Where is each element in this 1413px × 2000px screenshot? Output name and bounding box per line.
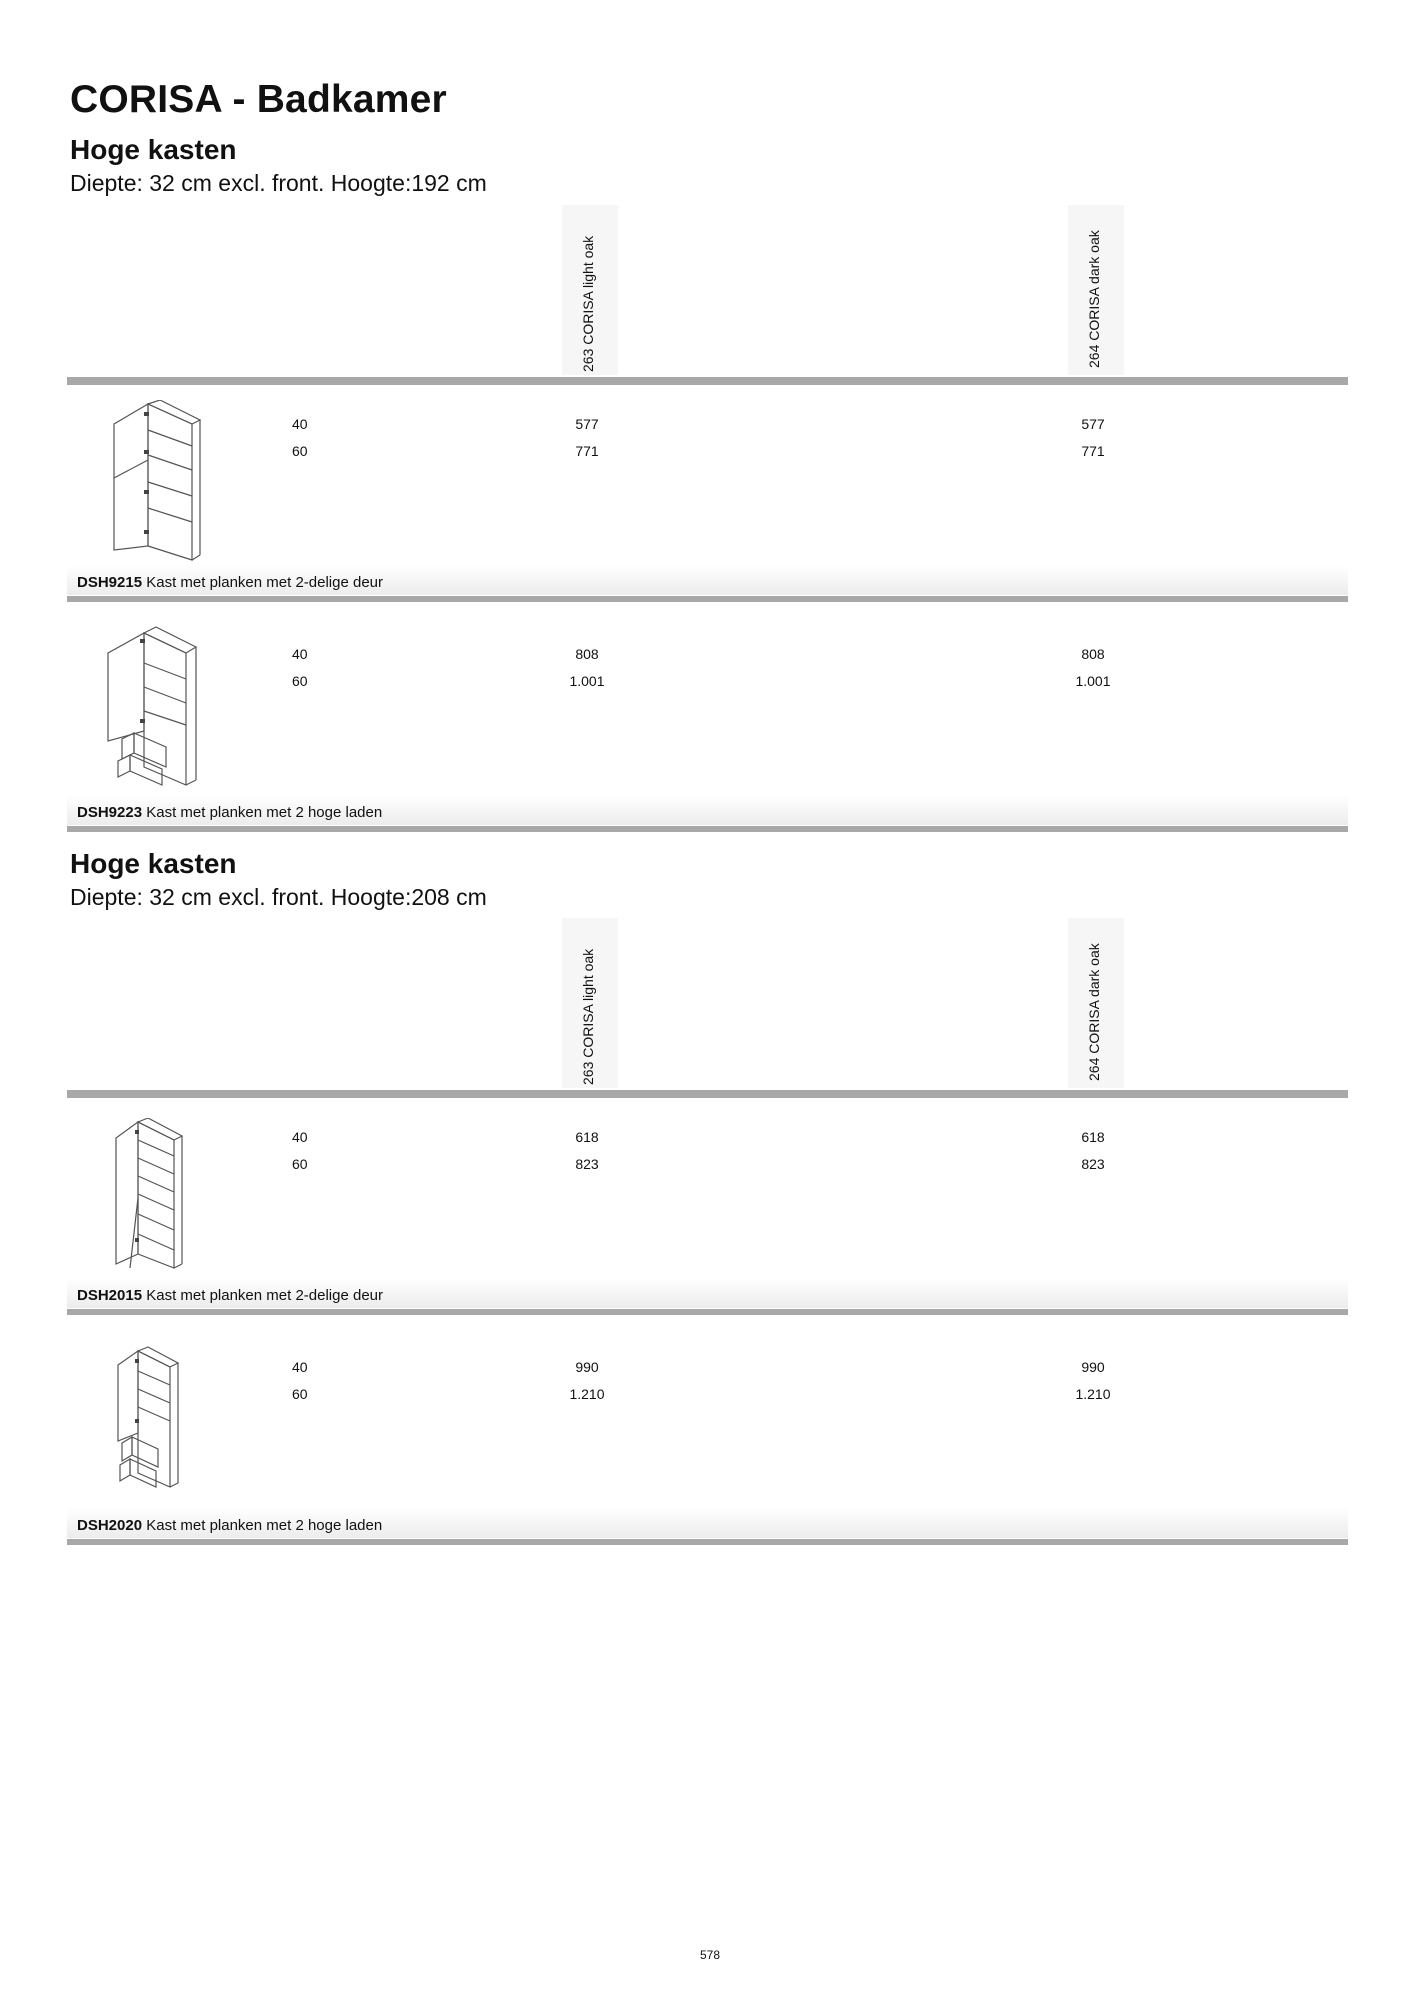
price-light-oak: 1.001 <box>569 673 605 689</box>
price-dark-oak: 618 <box>1081 1129 1105 1145</box>
price-dark-oak: 823 <box>1081 1156 1105 1172</box>
price-dark-oak: 1.210 <box>1075 1386 1111 1402</box>
width-value: 40 <box>292 1129 308 1145</box>
price-dark-oak: 808 <box>1081 646 1105 662</box>
page-title: CORISA - Badkamer <box>70 78 447 121</box>
width-value: 60 <box>292 1386 308 1402</box>
product-code: DSH2020 <box>77 1517 143 1534</box>
width-value: 60 <box>292 1156 308 1172</box>
width-value: 60 <box>292 673 308 689</box>
product-code: DSH2015 <box>77 1287 143 1304</box>
column-header-dark-oak: 264 CORISA dark oak <box>1086 943 1102 1081</box>
product-label <box>77 804 382 821</box>
product-label <box>77 574 383 591</box>
product-label-bar <box>67 1278 1348 1308</box>
product-code: DSH9223 <box>77 804 143 821</box>
product-label-bar <box>67 1508 1348 1538</box>
price-dark-oak: 990 <box>1081 1359 1105 1375</box>
width-value: 60 <box>292 443 308 459</box>
product-description: Kast met planken met 2-delige deur <box>146 574 384 591</box>
column-header-light-oak: 263 CORISA light oak <box>580 235 596 372</box>
price-light-oak: 990 <box>575 1359 599 1375</box>
price-dark-oak: 577 <box>1081 416 1105 432</box>
product-label-bar <box>67 565 1348 595</box>
table-header-rule <box>67 377 1348 385</box>
table-header-rule <box>67 1090 1348 1098</box>
price-light-oak: 577 <box>575 416 599 432</box>
price-light-oak: 618 <box>575 1129 599 1145</box>
product-divider <box>67 826 1348 832</box>
price-light-oak: 1.210 <box>569 1386 605 1402</box>
price-dark-oak: 1.001 <box>1075 673 1111 689</box>
product-description: Kast met planken met 2 hoge laden <box>146 804 383 821</box>
cabinet-illustration-dsh2015 <box>108 1118 198 1278</box>
product-label-bar <box>67 795 1348 825</box>
product-divider <box>67 596 1348 602</box>
product-divider <box>67 1539 1348 1545</box>
column-header-light-oak: 263 CORISA light oak <box>580 948 596 1085</box>
section-title: Hoge kasten <box>70 848 237 879</box>
page-number: 578 <box>700 1948 721 1962</box>
cabinet-illustration-dsh9215 <box>100 400 210 565</box>
price-light-oak: 808 <box>575 646 599 662</box>
price-light-oak: 823 <box>575 1156 599 1172</box>
price-light-oak: 771 <box>575 443 599 459</box>
product-label <box>77 1517 382 1534</box>
width-value: 40 <box>292 1359 308 1375</box>
width-value: 40 <box>292 416 308 432</box>
product-description: Kast met planken met 2-delige deur <box>146 1287 384 1304</box>
product-description: Kast met planken met 2 hoge laden <box>146 1517 383 1534</box>
section-subtitle: Diepte: 32 cm excl. front. Hoogte:192 cm <box>70 170 487 196</box>
product-code: DSH9215 <box>77 574 143 591</box>
cabinet-illustration-dsh9223 <box>100 625 210 790</box>
product-label <box>77 1287 383 1304</box>
width-value: 40 <box>292 646 308 662</box>
section-subtitle: Diepte: 32 cm excl. front. Hoogte:208 cm <box>70 884 487 910</box>
price-dark-oak: 771 <box>1081 443 1105 459</box>
product-divider <box>67 1309 1348 1315</box>
section-title: Hoge kasten <box>70 134 237 165</box>
cabinet-illustration-dsh2020 <box>108 1345 198 1495</box>
column-header-dark-oak: 264 CORISA dark oak <box>1086 230 1102 368</box>
